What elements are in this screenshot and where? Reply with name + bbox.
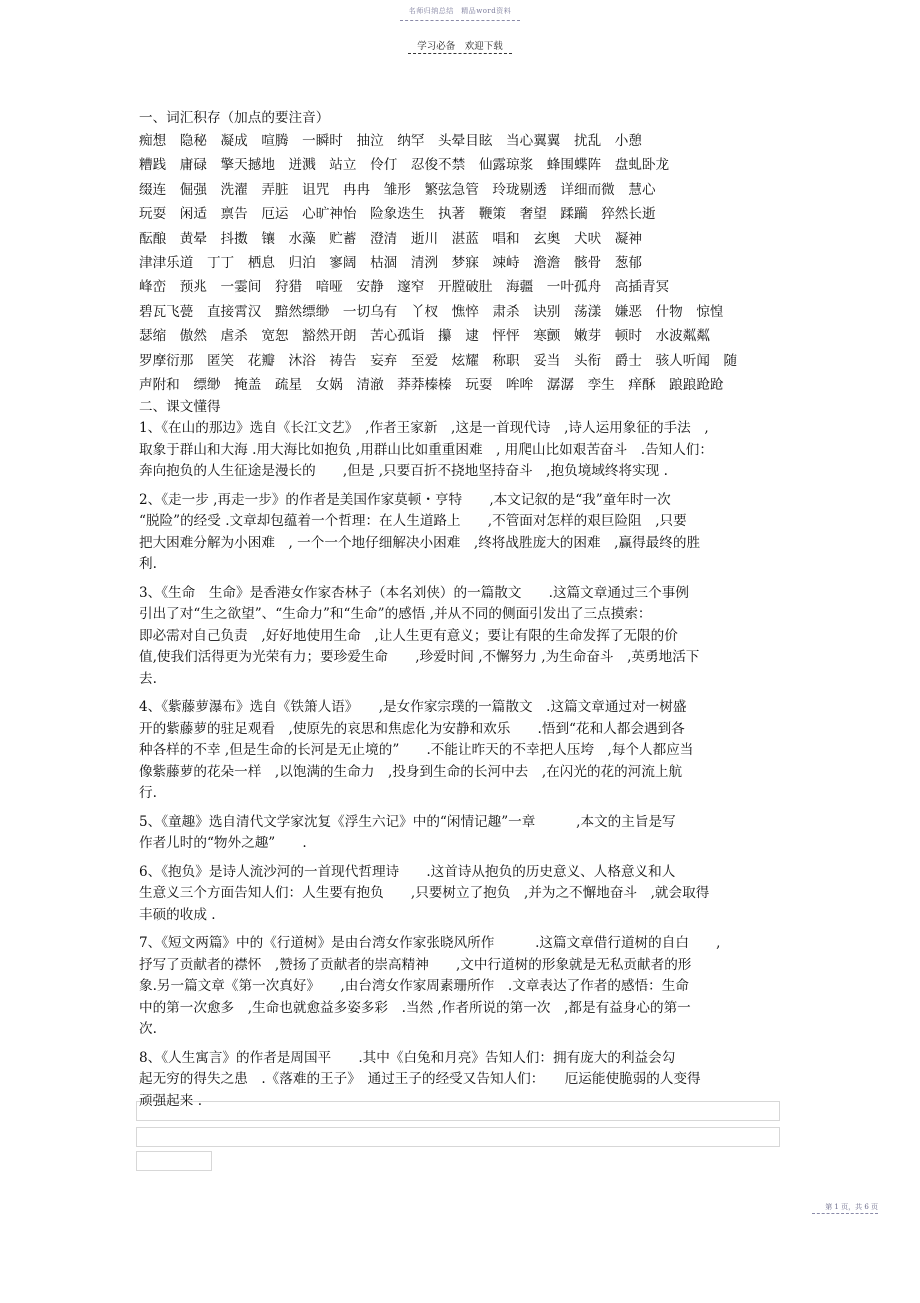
paragraph-line: 作者儿时的“物外之趣” . [139, 835, 307, 852]
paragraph-4 [139, 697, 779, 805]
paragraph-line: 起无穷的得失之患 .《落难的王子》 通过王子的经受又告知人们： 厄运能使脆弱的人变得 [139, 1071, 701, 1088]
paragraph-8 [139, 1048, 779, 1113]
paragraph-line: 把大困难分解为小困难 , 一个一个地仔细解决小困难 ,终将战胜庞大的困难 ,赢得最终的胜 [139, 534, 701, 551]
page-number: 第 1 页，共 6 页 [825, 1203, 878, 1211]
paragraph-line: 像紫藤萝的花朵一样 ,以饱满的生命力 ,投身到生命的长河中去 ,在闪光的花的河流上航 [139, 763, 683, 780]
header-top-divider [400, 20, 520, 21]
outline-box [136, 1127, 780, 1147]
footer-divider [812, 1213, 878, 1214]
vocab-line: 罗摩衍那 匿笑 花瓣 沐浴 祷告 妄弃 至爱 炫耀 称职 妥当 头衔 爵士 骇人听闻 随 [139, 352, 738, 369]
paragraph-line: 值,使我们活得更为光荣有力；要珍爱生命 ,珍爱时间 ,不懈努力 ,为生命奋斗 ,英勇地活下 [139, 649, 700, 666]
paragraph-line: 4、《紫藤萝瀑布》选自《铁箫人语》 ,是女作家宗璞的一篇散文 .这篇文章通过对一树盛 [139, 699, 687, 716]
paragraph-line: 利. [139, 556, 157, 573]
paragraph-line: 8、《人生寓言》的作者是周国平 .其中《白兔和月亮》告知人们：拥有庞大的利益会勾 [139, 1049, 676, 1066]
paragraph-2 [139, 490, 779, 576]
vocab-line: 糟践 庸碌 擎天撼地 迸溅 站立 伶仃 忍俊不禁 仙露琼浆 蜂围蝶阵 盘虬卧龙 [139, 157, 670, 174]
paragraph-line: 行. [139, 785, 157, 802]
header-subtitle: 学习必备 欢迎下载 [417, 41, 503, 52]
paragraph-line: “脱险”的经受 .文章却包蕴着一个哲理：在人生道路上 ,不管面对怎样的艰巨险阻 ,只要 [139, 513, 687, 530]
paragraph-line: 生意义三个方面告知人们：人生要有抱负 ,只要树立了抱负 ,并为之不懈地奋斗 ,就会取得 [139, 885, 710, 902]
vocab-line: 津津乐道 丁丁 栖息 归泊 寥阔 枯涸 清洌 梦寐 竦峙 澹澹 骸骨 葱郁 [139, 254, 642, 271]
paragraph-line: 抒写了贡献者的襟怀 ,赞扬了贡献者的崇高精神 ,文中行道树的形象就是无私贡献者的形 [139, 956, 692, 973]
outline-box [136, 1151, 212, 1171]
vocab-line: 痴想 隐秘 凝成 喧腾 一瞬时 抽泣 纳罕 头晕目眩 当心翼翼 扰乱 小憩 [139, 133, 642, 149]
paragraph-line: 2、《走一步 ,再走一步》的作者是美国作家莫顿・亨特 ,本文记叙的是“我”童年时一次 [139, 491, 671, 508]
paragraph-line: 1、《在山的那边》选自《长江文艺》 ,作者王家新 ,这是一首现代诗 ,诗人运用象征的手法 , [139, 420, 709, 437]
paragraph-1 [139, 418, 779, 483]
paragraph-line: 次. [139, 1021, 157, 1038]
paragraph-line: 去. [139, 670, 157, 687]
vocab-line: 瑟缩 傲然 虐杀 宽恕 豁然开朗 苦心孤诣 攥 逮 怦怦 寒颤 嫩芽 顿时 水波粼粼 [139, 328, 710, 345]
paragraph-line: 奔向抱负的人生征途是漫长的 ,但是 ,只要百折不挠地坚持奋斗 ,抱负境域终将实现 . [139, 463, 668, 480]
vocab-list [139, 129, 779, 397]
header-top-note [0, 6, 920, 16]
section-title-text-understanding: 二、课文懂得 [139, 399, 221, 416]
paragraph-line: 即必需对自己负责 ,好好地使用生命 ,让人生更有意义；要让有限的生命发挥了无限的价 [139, 627, 678, 644]
paragraph-6 [139, 862, 779, 927]
paragraph-line: 3、《生命 生命》是香港女作家杏林子（本名刘侠）的一篇散文 .这篇文章通过三个事例 [139, 584, 689, 601]
paragraph-line: 顽强起来 . [139, 1092, 203, 1109]
document-body [139, 108, 779, 1112]
section-title-vocab: 一、词汇积存（加点的要注音） [139, 110, 330, 126]
paragraph-line: 6、《抱负》是诗人流沙河的一首现代哲理诗 .这首诗从抱负的历史意义、人格意义和人 [139, 863, 676, 880]
paragraph-line: 丰硕的收成 . [139, 906, 216, 923]
paragraph-line: 5、《童趣》选自清代文学家沈复《浮生六记》中的“闲情记趣”一章 ,本文的主旨是写 [139, 813, 676, 830]
paragraph-3 [139, 583, 779, 691]
vocab-line: 碧瓦飞甍 直接霄汉 黯然缥缈 一切乌有 丫杈 憔悴 肃杀 诀别 荡漾 嫌恶 什物 惊惶 [139, 303, 724, 320]
vocab-line: 声附和 缥缈 掩盖 疏星 女娲 清澈 莽莽榛榛 玩耍 哞哞 潺潺 孪生 痒酥 踉踉跄跄 [139, 376, 724, 393]
vocab-line: 酝酿 黄晕 抖擞 镶 水藻 贮蓄 澄清 逝川 湛蓝 唱和 玄奥 犬吠 凝神 [139, 230, 642, 247]
vocab-line: 玩耍 闲适 禀告 厄运 心旷神怡 险象迭生 执著 鞭策 奢望 蹂躏 猝然长逝 [139, 206, 656, 223]
paragraph-line: 开的紫藤萝的驻足观看 ,使原先的哀思和焦虑化为安静和欢乐 .悟到“花和人都会遇到各 [139, 720, 685, 737]
vocab-line: 缀连 倔强 洗濯 弄脏 诅咒 冉冉 雏形 繁弦急管 玲珑剔透 详细而微 慧心 [139, 181, 656, 198]
paragraph-line: 7、《短文两篇》中的《行道树》是由台湾女作家张晓风所作 .这篇文章借行道树的自白 , [139, 935, 721, 952]
paragraph-line: 中的第一次愈多 ,生命也就愈益多姿多彩 .当然 ,作者所说的第一次 ,都是有益身心的第一 [139, 999, 691, 1016]
header-top-text: 名师归纳总结 精品word资料 [408, 7, 512, 15]
paragraph-7 [139, 933, 779, 1041]
header-subtitle-divider [408, 53, 512, 54]
vocab-line: 峰峦 预兆 一霎间 狩猎 喑哑 安静 邃窄 开膛破肚 海疆 一叶孤舟 高插青冥 [139, 279, 670, 296]
paragraph-line: 取象于群山和大海 .用大海比如抱负 ,用群山比如重重困难 , 用爬山比如艰苦奋斗 .告知人们： [139, 441, 713, 458]
paragraph-5 [139, 812, 779, 855]
paragraph-line: 象.另一篇文章《第一次真好》 ,由台湾女作家周素珊所作 .文章表达了作者的感悟：生命 [139, 978, 689, 995]
paragraph-line: 引出了对“生之欲望”、“生命力”和“生命”的感悟 ,并从不同的侧面引发出了三点摸索： [139, 606, 652, 623]
paragraph-line: 种各样的不幸 ,但是生命的长河是无止境的” .不能让昨天的不幸把人压垮 ,每个人都应当 [139, 742, 694, 759]
